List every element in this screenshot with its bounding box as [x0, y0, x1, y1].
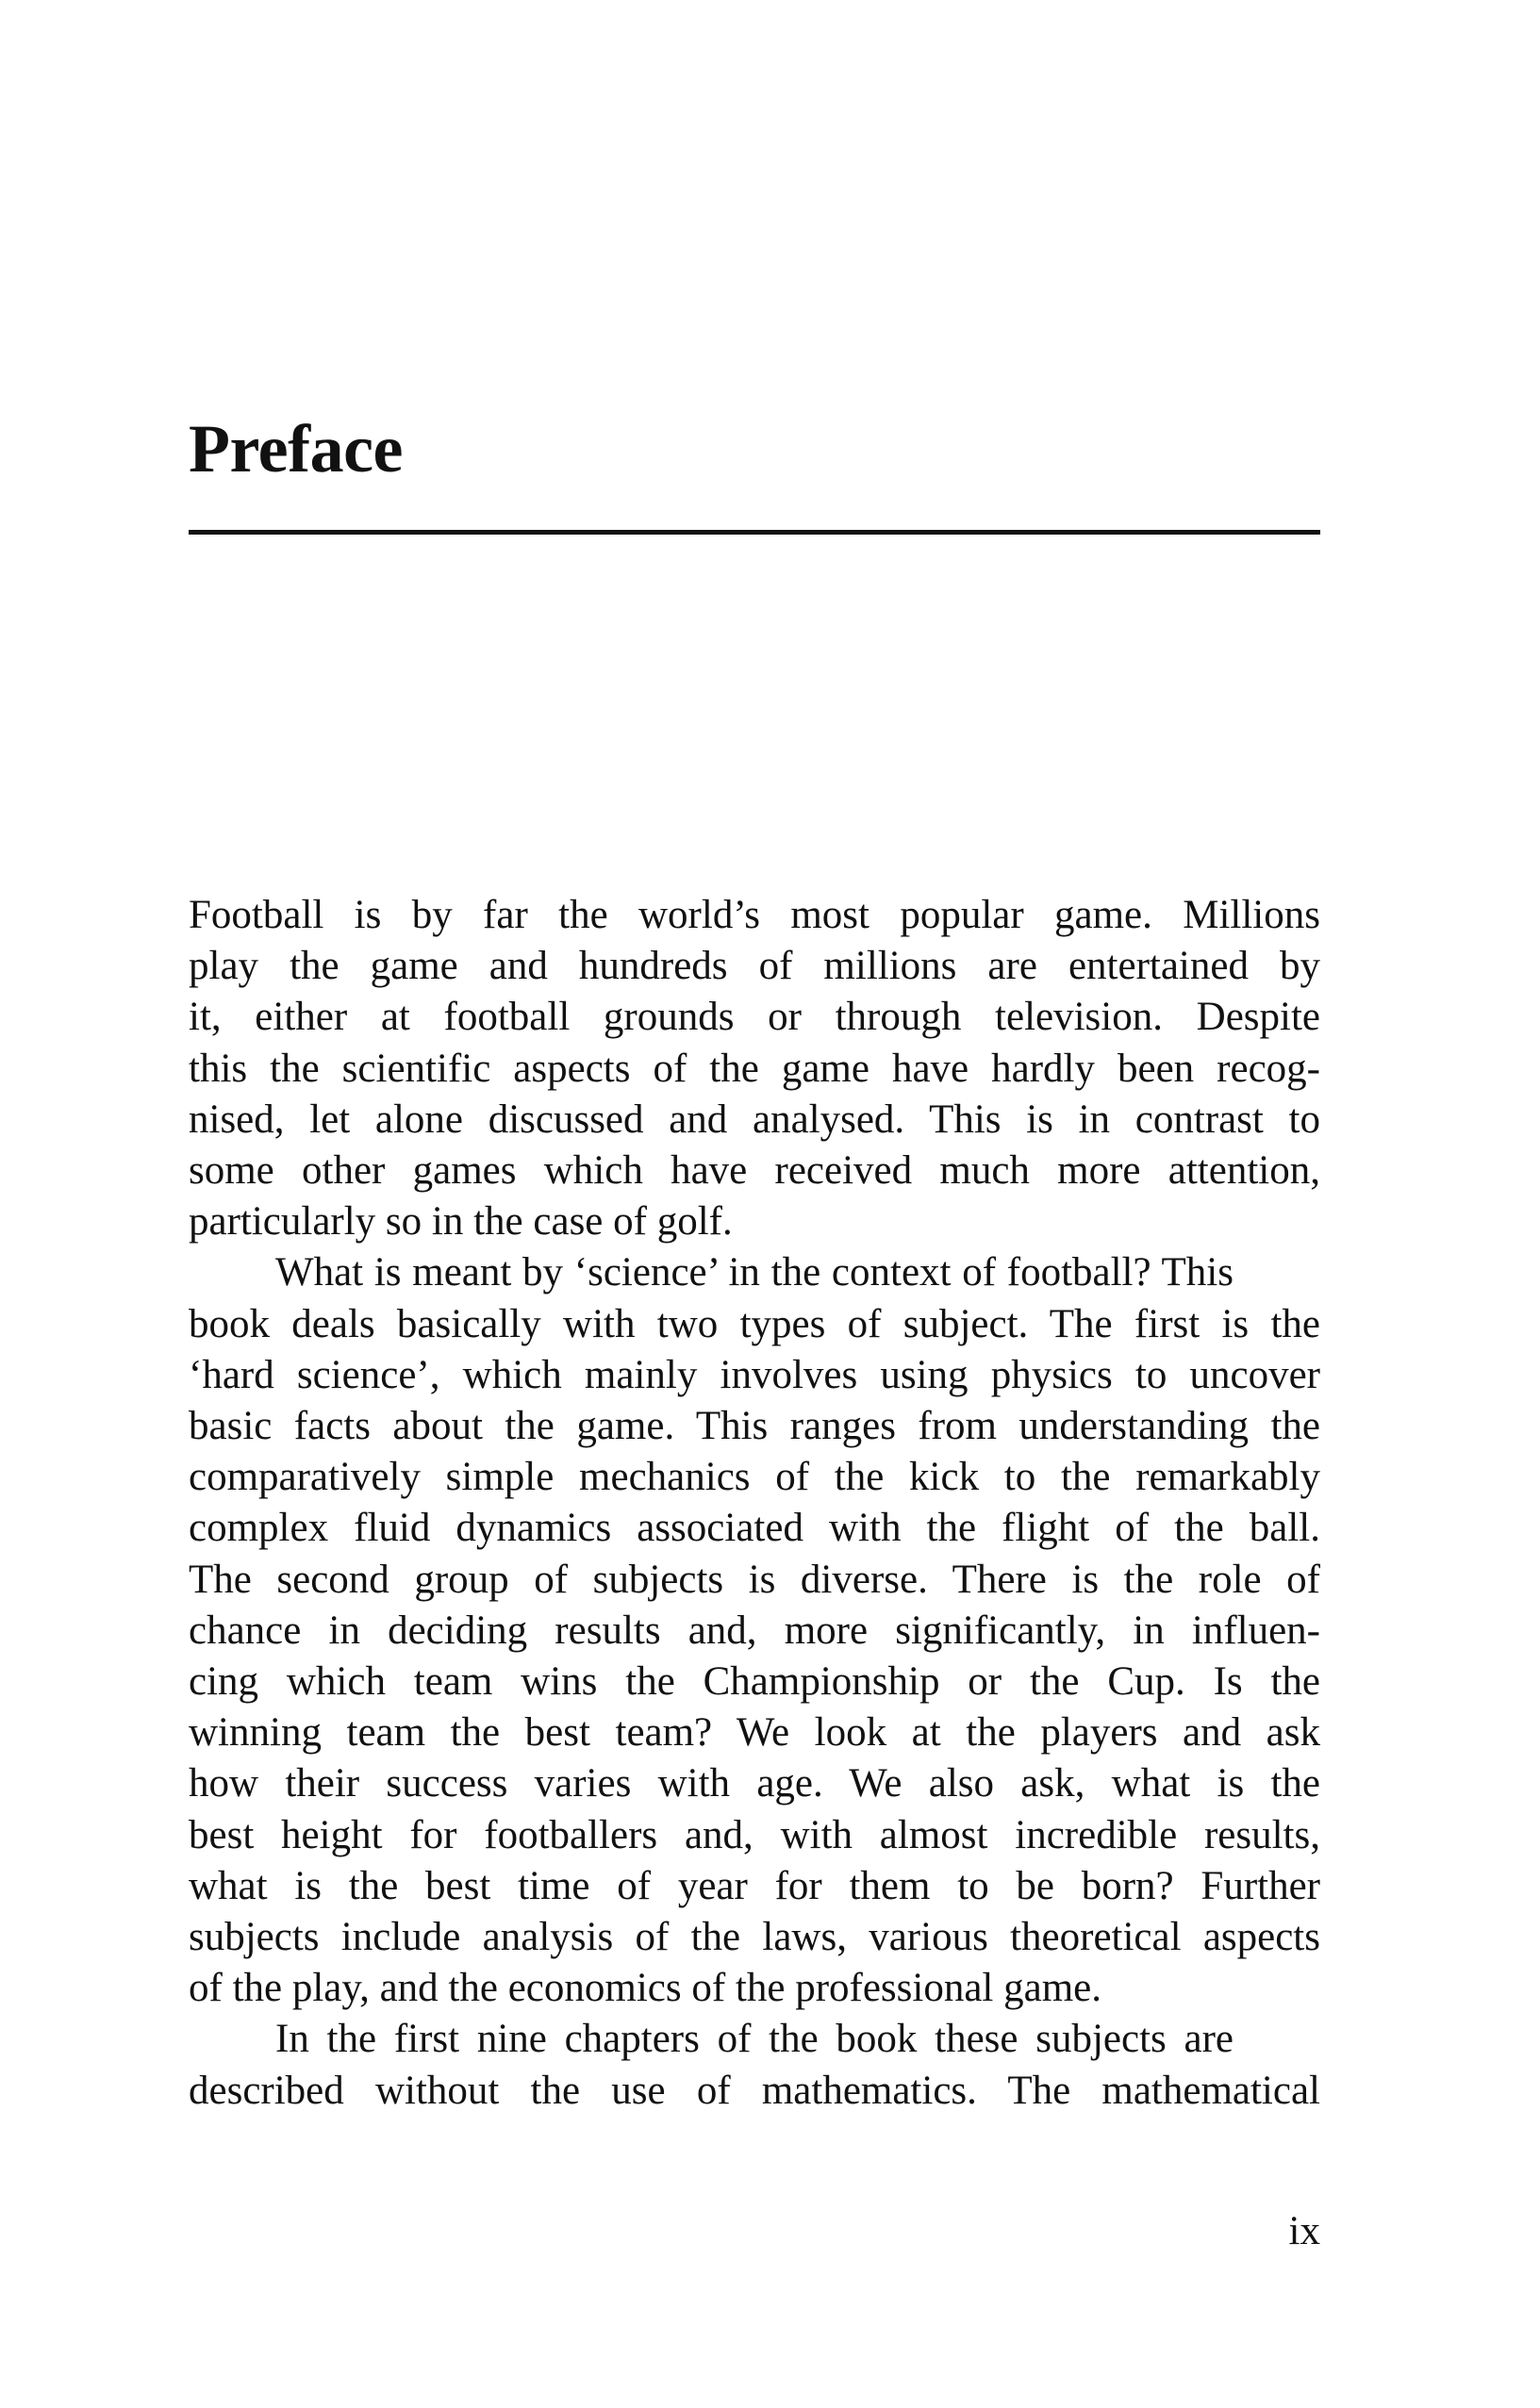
paragraph-3	[189, 2014, 1320, 2116]
text-line: of the play, and the economics of the professional game.	[189, 1966, 1101, 2011]
page-number: ix	[1288, 2209, 1320, 2253]
text-line: basic facts about the game. This ranges from understanding the	[189, 1404, 1320, 1449]
text-line: this the scientific aspects of the game have hardly been recog-	[189, 1046, 1320, 1091]
text-line: subjects include analysis of the laws, various theoretical aspects	[189, 1915, 1320, 1960]
text-line: The second group of subjects is diverse. There is the role of	[189, 1557, 1320, 1602]
text-line: complex fluid dynamics associated with the flight of the ball.	[189, 1506, 1320, 1551]
text-line: ‘hard science’, which mainly involves using physics to uncover	[189, 1352, 1320, 1397]
text-line: it, either at football grounds or through television. Despite	[189, 995, 1320, 1040]
text-line: What is meant by ‘science’ in the context of football? This	[275, 1250, 1234, 1295]
text-line: winning team the best team? We look at the players and ask	[189, 1710, 1320, 1756]
text-line: some other games which have received much more attention,	[189, 1148, 1320, 1194]
paragraph-1	[189, 890, 1320, 1247]
title-rule	[189, 530, 1320, 535]
text-line: what is the best time of year for them to be born? Further	[189, 1863, 1320, 1908]
text-line: comparatively simple mechanics of the kick to the remarkably	[189, 1455, 1320, 1500]
text-line: chance in deciding results and, more significantly, in influen-	[189, 1608, 1320, 1653]
text-line: Football is by far the world’s most popular game. Millions	[189, 893, 1320, 937]
text-line: book deals basically with two types of subject. The first is the	[189, 1301, 1320, 1346]
text-line: particularly so in the case of golf.	[189, 1199, 733, 1245]
text-line: best height for footballers and, with almost incredible results,	[189, 1812, 1320, 1857]
text-line: described without the use of mathematics. The mathematical	[189, 2068, 1320, 2113]
body-text	[189, 890, 1320, 2117]
text-line: nised, let alone discussed and analysed. This is in contrast to	[189, 1097, 1320, 1142]
text-line: In the first nine chapters of the book these subjects are	[275, 2017, 1234, 2062]
chapter-title: Preface	[189, 411, 403, 487]
text-line: how their success varies with age. We also ask, what is the	[189, 1761, 1320, 1806]
paragraph-2	[189, 1247, 1320, 2014]
text-line: cing which team wins the Championship or the Cup. Is the	[189, 1659, 1320, 1705]
text-line: play the game and hundreds of millions are entertained by	[189, 944, 1320, 989]
